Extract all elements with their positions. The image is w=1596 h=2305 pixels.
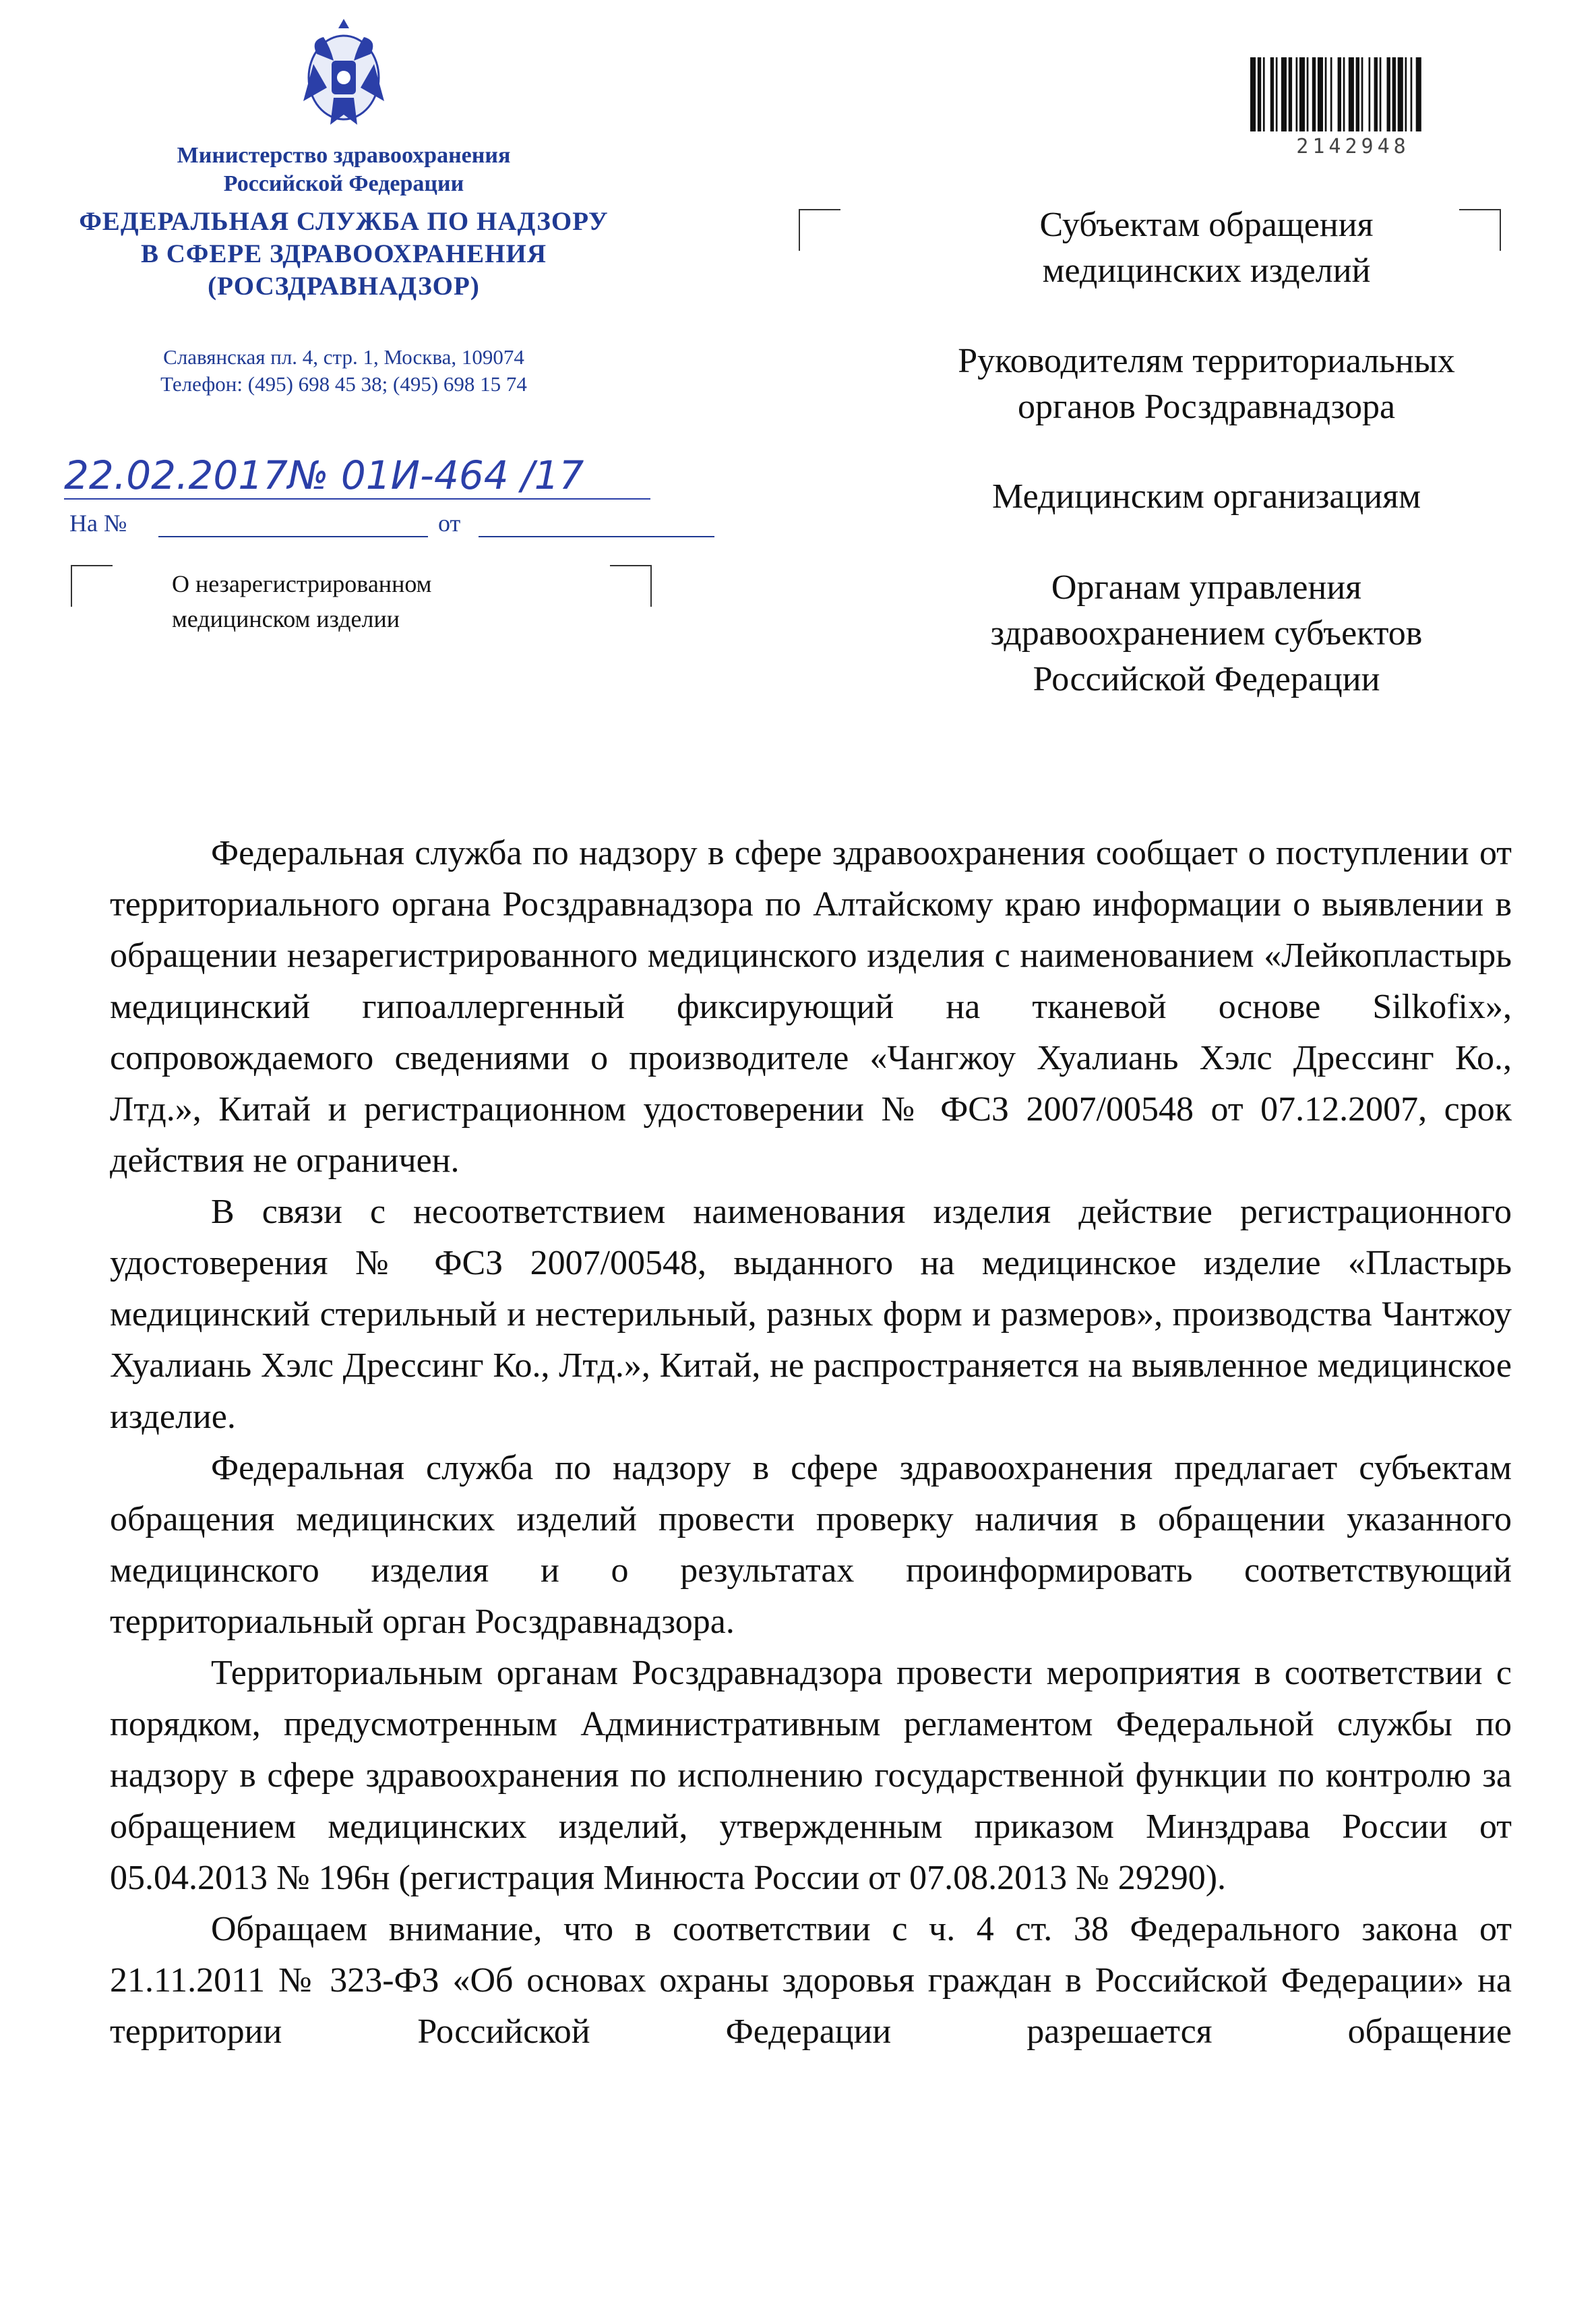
addressee-4-line-1: Органам управления — [1051, 568, 1362, 607]
addressee-3 — [896, 474, 1516, 520]
ministry-line-1: Министерство здравоохранения — [177, 143, 511, 168]
double-headed-eagle-icon — [297, 13, 391, 135]
letter-body — [110, 828, 1512, 2058]
barcode-bar — [1299, 57, 1305, 131]
subject-bracket-right — [610, 565, 652, 607]
address-block — [88, 344, 600, 398]
addressee-2-line-2: органов Росздравнадзора — [1017, 388, 1396, 426]
barcode-bar — [1330, 57, 1332, 131]
reply-number-line — [158, 536, 428, 537]
addressee-4-line-2: здравоохранением субъектов — [990, 614, 1423, 653]
barcode-bar — [1263, 57, 1265, 131]
service-line-2: В СФЕРЕ ЗДРАВООХРАНЕНИЯ — [140, 239, 547, 268]
body-paragraph-3: Федеральная служба по надзору в сфере здравоохранения предлагает субъектам обращения медицинских изделий провести проверку наличия в обращении указанного медицинского изделия и о результатах проинформировать соответствующий территориальный орган Росздравнадзора. — [110, 1449, 1512, 1641]
addressee-1-line-1: Субъектам обращения — [1039, 206, 1374, 244]
body-paragraph-1: Федеральная служба по надзору в сфере здравоохранения сообщает о поступлении от территориального органа Росздравнадзора по Алтайскому краю информации о выявлении в обращении незарегистрированного медицинского изделия с наименованием «Лейкопластырь медицинский гипоаллергенный фиксирующий на тканевой основе Silkofix», сопровождаемого сведениями о производителе «Чангжоу Хуалиань Хэлс Дрессинг Ко., Лтд.», Китай и регистрационном удостоверении № ФСЗ 2007/00548 от 07.12.2007, срок действия не ограничен. — [110, 834, 1512, 1180]
ministry-line-2: Российской Федерации — [223, 171, 464, 196]
service-line-1: ФЕДЕРАЛЬНАЯ СЛУЖБА ПО НАДЗОРУ — [79, 207, 609, 236]
barcode-bar — [1411, 57, 1413, 131]
barcode-bar — [1338, 57, 1341, 131]
barcode-bar — [1356, 57, 1359, 131]
barcode-bar — [1270, 57, 1274, 131]
addressee-1-line-2: медицинских изделий — [1042, 251, 1371, 290]
addressee-2-line-1: Руководителям территориальных — [958, 342, 1455, 380]
body-paragraph-4: Территориальным органам Росздравнадзора провести мероприятия в соответствии с порядком, предусмотренным Административным регламентом Федеральной службы по надзору в сфере здравоохранения по исполнению государственной функции по контролю за обращением медицинских изделий, утвержденным приказом Минздрава России от 05.04.2013 № 196н (регистрация Минюста России от 07.08.2013 № 29290). — [110, 1654, 1512, 1897]
coat-of-arms-emblem — [297, 13, 391, 135]
subject-bracket-left — [71, 565, 113, 607]
barcode-bar — [1325, 57, 1327, 131]
addressee-bracket-left — [799, 209, 840, 251]
barcode-bar — [1392, 57, 1396, 131]
barcode-bar — [1369, 57, 1371, 131]
barcode-bar — [1318, 57, 1323, 131]
barcode-number: 2142948 — [1296, 135, 1410, 158]
reply-to-label: На № — [69, 510, 127, 537]
barcode-bar — [1296, 57, 1298, 131]
barcode-bar — [1416, 57, 1421, 131]
handwritten-date-number — [64, 438, 738, 519]
barcode-bar — [1307, 57, 1309, 131]
subject-line-1: О незарегистрированном — [172, 570, 432, 597]
barcode-bar — [1374, 57, 1378, 131]
body-paragraph-2: В связи с несоответствием наименования изделия действие регистрационного удостоверения № ФСЗ 2007/00548, выданного на медицинское изделие «Пластырь медицинский стерильный и нестерильный, разных форм и размеров», производства Чантжоу Хуалиань Хэлс Дрессинг Ко., Лтд.», Китай, не распространяется на выявленное медицинское изделие. — [110, 1193, 1512, 1436]
barcode-bars — [1250, 57, 1456, 131]
address-line-1: Славянская пл. 4, стр. 1, Москва, 109074 — [163, 345, 524, 369]
from-label: от — [438, 510, 461, 537]
service-name — [40, 206, 647, 303]
addressee-3-line-1: Медицинским организациям — [992, 477, 1421, 516]
barcode-bar — [1398, 57, 1403, 131]
barcode-bar — [1281, 57, 1287, 131]
letter-subject — [172, 566, 590, 636]
reply-reference-row — [64, 509, 657, 543]
barcode-bar — [1380, 57, 1382, 131]
barcode-bar — [1343, 57, 1345, 131]
barcode-bar — [1361, 57, 1363, 131]
body-paragraph-5: Обращаем внимание, что в соответствии с ч. 4 ст. 38 Федерального закона от 21.11.2011 № 323-ФЗ «Об основах охраны здоровья граждан в Российской Федерации» на территории Российской Федерации разрешается обращение — [110, 1910, 1512, 2051]
barcode-bar — [1405, 57, 1407, 131]
address-line-2: Телефон: (495) 698 45 38; (495) 698 15 74 — [160, 372, 527, 396]
subject-line-2: медицинском изделии — [172, 605, 400, 632]
addressee-2 — [896, 338, 1516, 430]
service-line-3: (РОСЗДРАВНАДЗОР) — [208, 272, 480, 301]
addressee-4 — [896, 565, 1516, 702]
barcode-bar — [1289, 57, 1292, 131]
handwritten-text: 22.02.2017№ 01И-464 /17 — [64, 452, 584, 498]
addressee-4-line-3: Российской Федерации — [1033, 660, 1380, 698]
barcode-bar — [1387, 57, 1390, 131]
barcode-bar — [1258, 57, 1261, 131]
addressee-1 — [896, 202, 1516, 294]
barcode-bar — [1312, 57, 1316, 131]
reply-date-line — [479, 536, 714, 537]
ministry-name — [88, 142, 600, 198]
barcode-bar — [1250, 57, 1256, 131]
barcode-bar — [1349, 57, 1354, 131]
barcode-bar — [1276, 57, 1278, 131]
